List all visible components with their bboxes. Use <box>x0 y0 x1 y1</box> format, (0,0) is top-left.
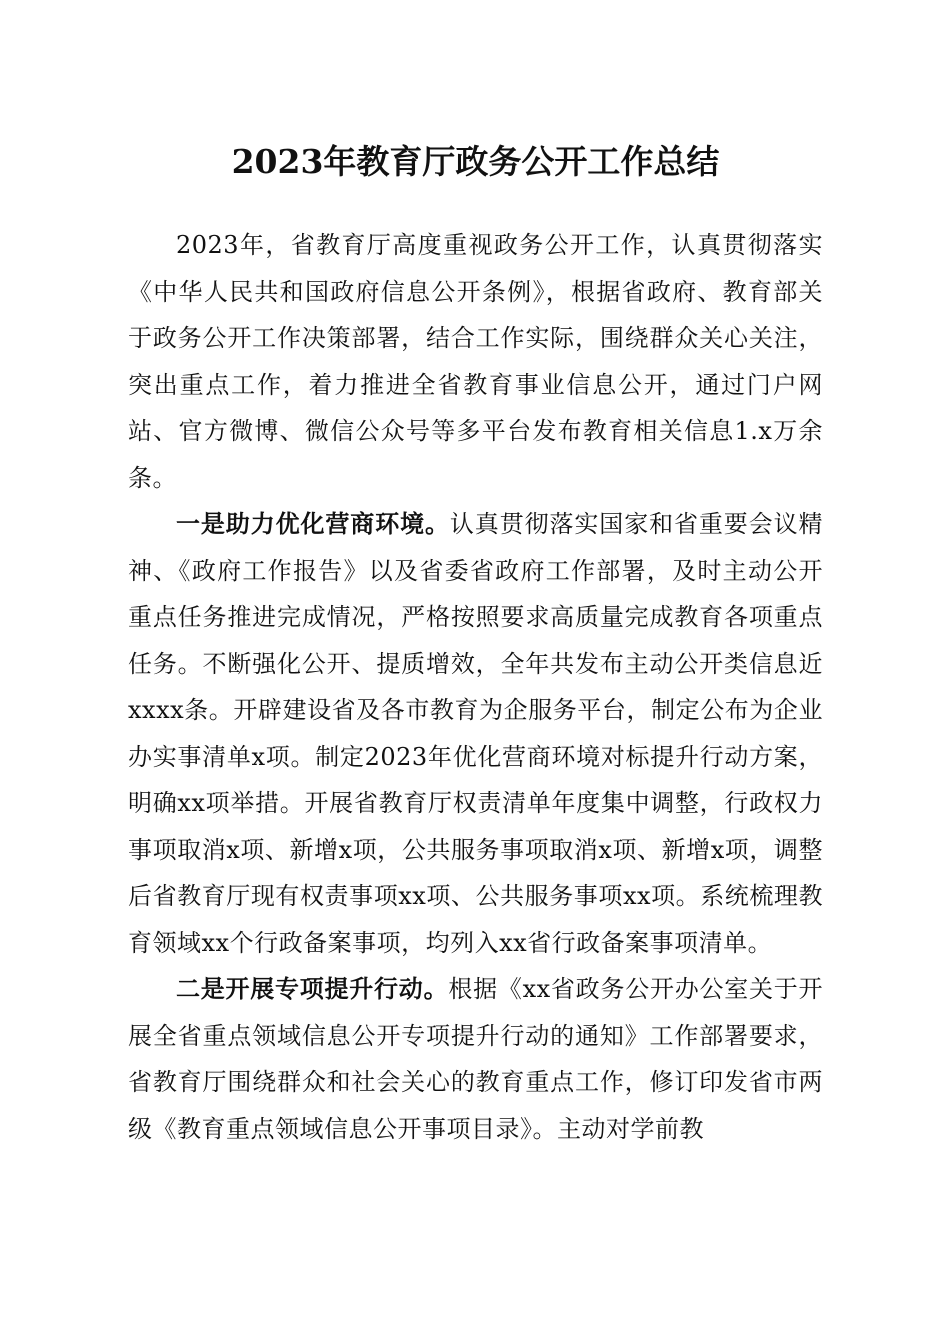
paragraph-lead: 二是开展专项提升行动。 <box>176 974 449 1003</box>
document-body <box>128 222 823 1152</box>
paragraph-lead: 一是助力优化营商环境。 <box>176 509 450 538</box>
paragraph-text: 2023年，省教育厅高度重视政务公开工作，认真贯彻落实《中华人民共和国政府信息公开条例》，根据省政府、教育部关于政务公开工作决策部署，结合工作实际，围绕群众关心关注，突出重点工作，着力推进全省教育事业信息公开，通过门户网站、官方微博、微信公众号等多平台发布教育相关信息1.x万余条。 <box>128 231 823 492</box>
paragraph-intro <box>128 222 823 501</box>
paragraph-special-action <box>128 966 823 1152</box>
paragraph-business-environment <box>128 501 823 966</box>
paragraph-text: 根据《xx省政务公开办公室关于开展全省重点领域信息公开专项提升行动的通知》工作部署要求，省教育厅围绕群众和社会关心的教育重点工作，修订印发省市两级《教育重点领域信息公开事项目录》。主动对学前教 <box>128 975 823 1143</box>
document-title: 2023年教育厅政务公开工作总结 <box>231 142 720 181</box>
paragraph-text: 认真贯彻落实国家和省重要会议精神、《政府工作报告》以及省委省政府工作部署，及时主动公开重点任务推进完成情况，严格按照要求高质量完成教育各项重点任务。不断强化公开、提质增效，全年共发布主动公开类信息近xxxx条。开辟建设省及各市教育为企服务平台，制定公布为企业办实事清单x项。制定2023年优化营商环境对标提升行动方案，明确xx项举措。开展省教育厅权责清单年度集中调整，行政权力事项取消x项、新增x项，公共服务事项取消x项、新增x项，调整后省教育厅现有权责事项xx项、公共服务事项xx项。系统梳理教育领域xx个行政备案事项，均列入xx省行政备案事项清单。 <box>128 510 824 957</box>
